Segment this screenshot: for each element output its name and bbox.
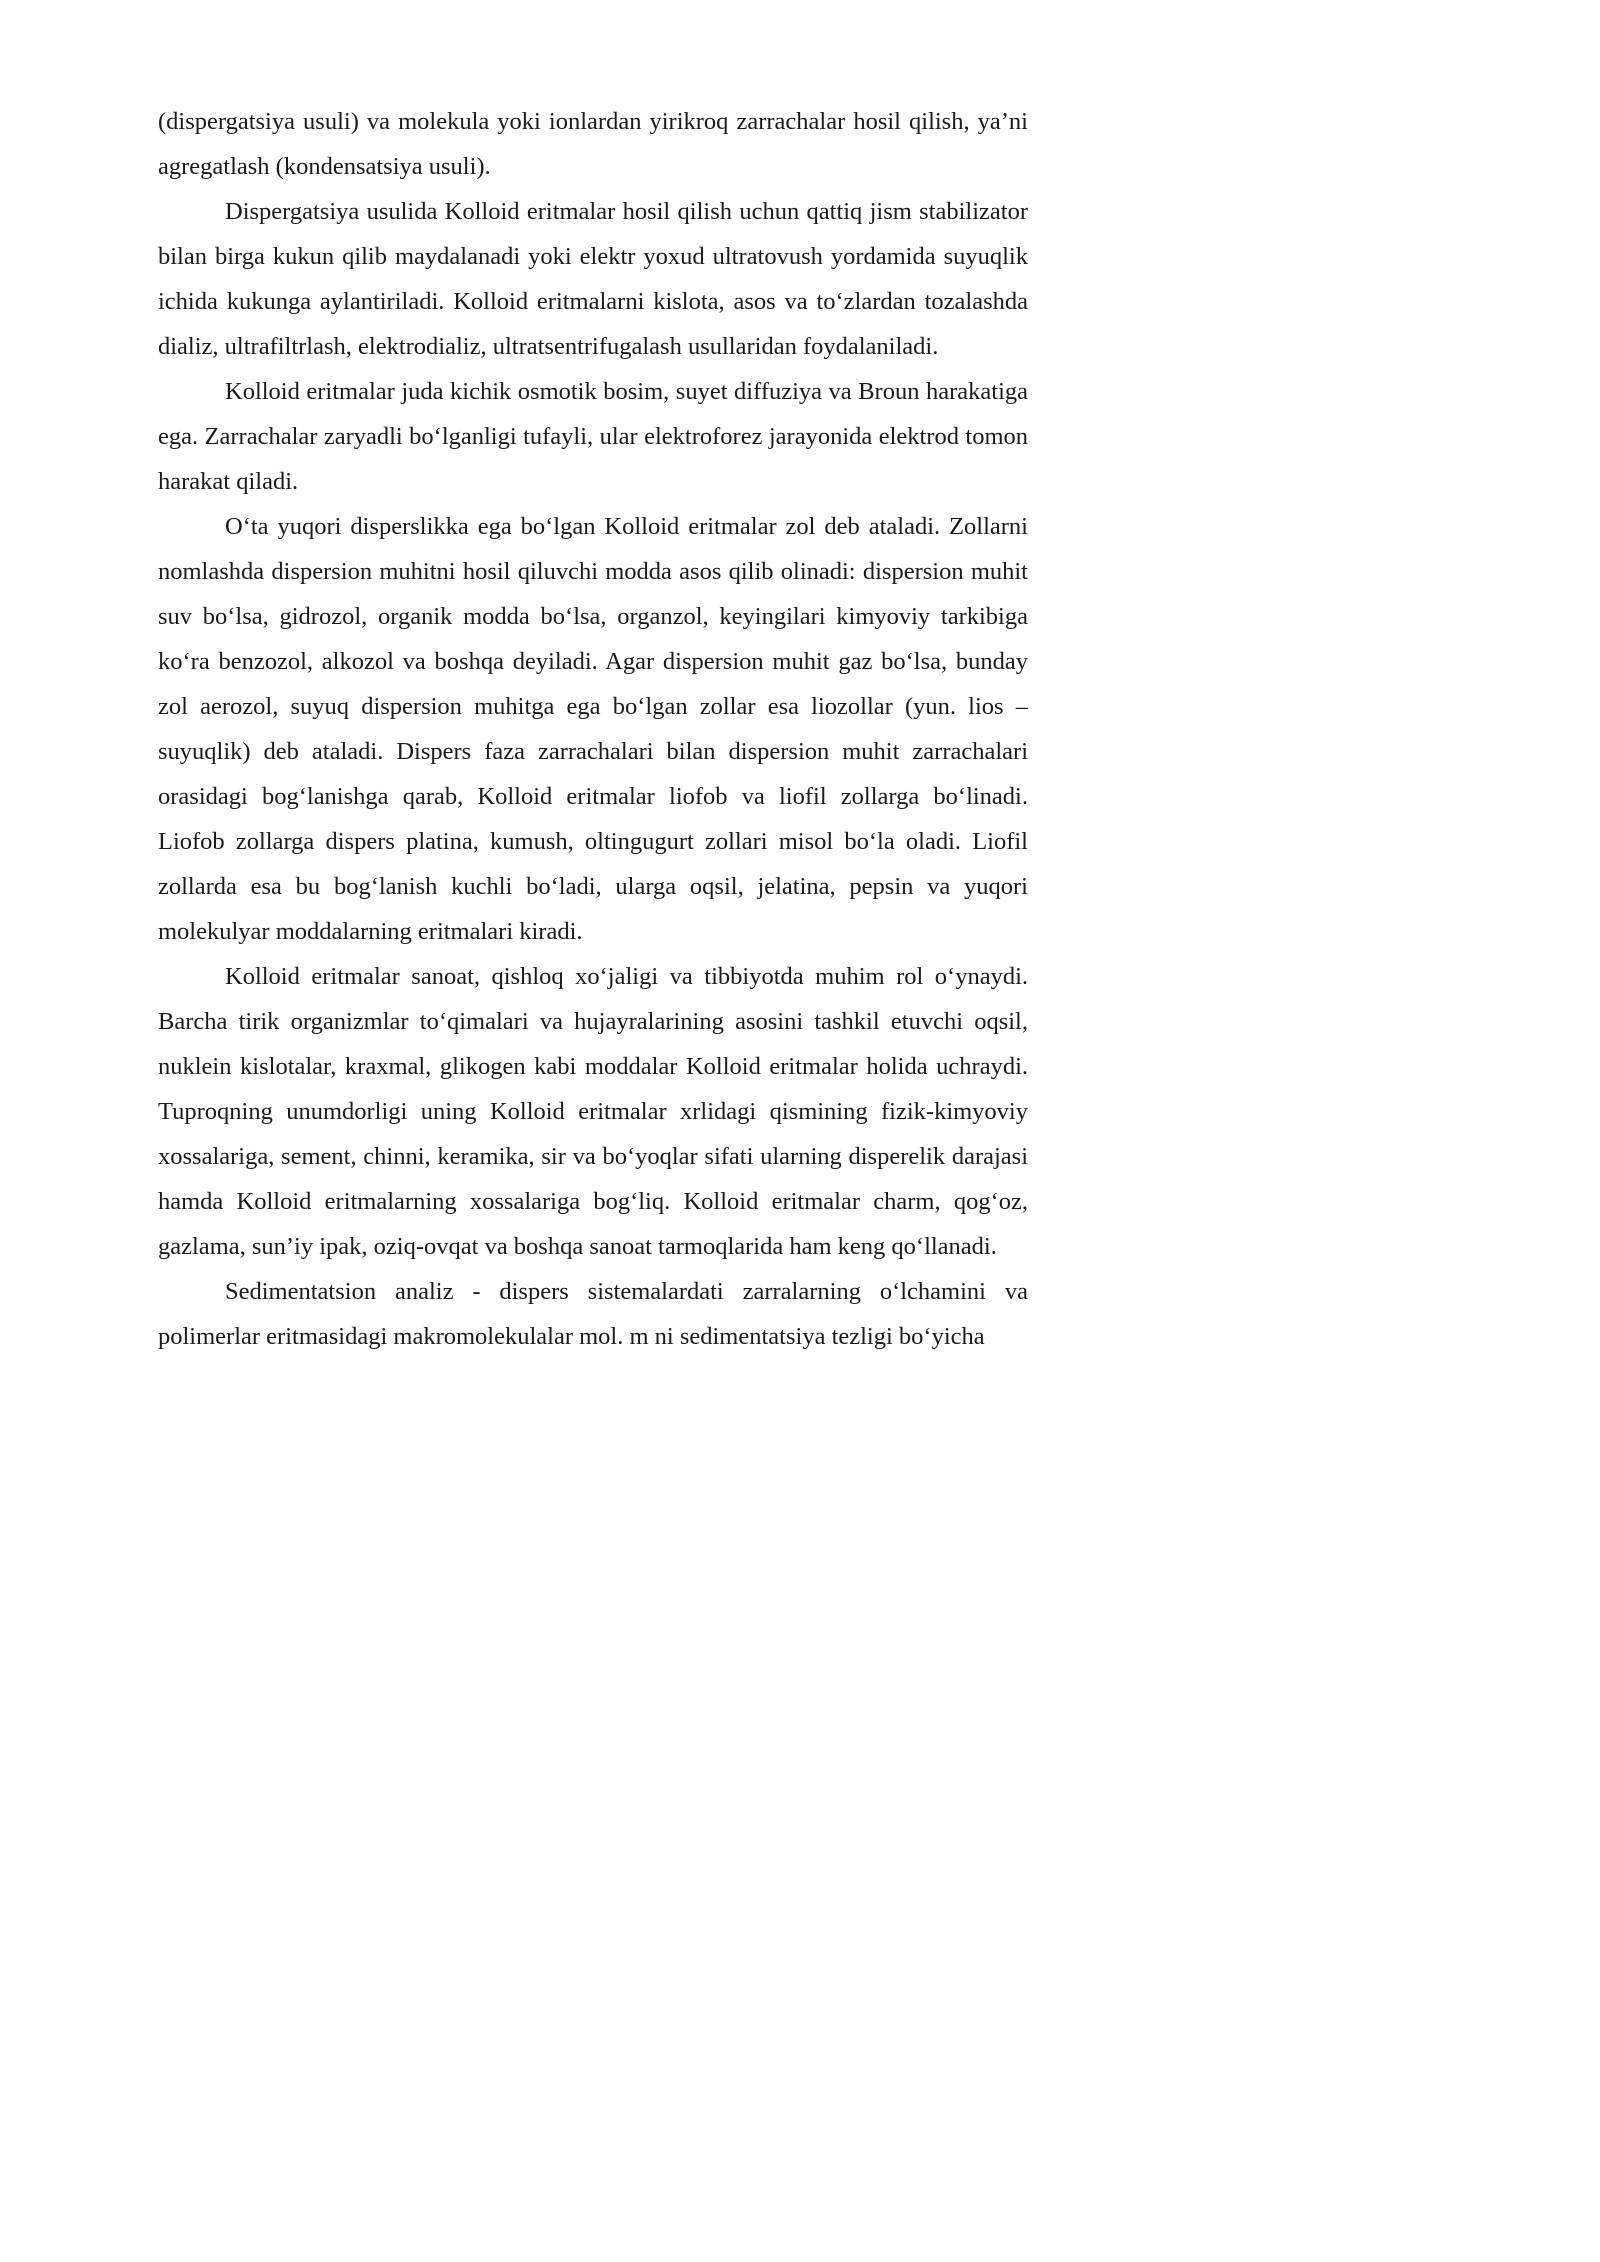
paragraph-applications: Kolloid eritmalar sanoat, qishloq xo‘jaligi va tibbiyotda muhim rol o‘ynaydi. Barcha tirik organizmlar to‘qimalari va hujayralarining asosini tashkil etuvchi oqsil, nuklein kislotalar, kraxmal, glikogen kabi moddalar Kolloid eritmalar holida uchraydi. Tuproqning unumdorligi uning Kolloid eritmalar xrlidagi qismining fizik-kimyoviy xossalariga, sement, chinni, keramika, sir va bo‘yoqlar sifati ularning disperelik darajasi hamda Kolloid eritmalarning xossalariga bog‘liq. Kolloid eritmalar charm, qog‘oz, gazlama, sun’iy ipak, oziq-ovqat va boshqa sanoat tarmoqlarida ham keng qo‘llanadi. bbox=[158, 963, 1028, 1260]
paragraph-sedimentation: Sedimentatsion analiz - dispers sistemalardati zarralarning o‘lchamini va polimerlar eritmasidagi makromolekulalar mol. m ni sedimentatsiya tezligi bo‘yicha bbox=[158, 1278, 1028, 1350]
paragraph-zol: O‘ta yuqori disperslikka ega bo‘lgan Kolloid eritmalar zol deb ataladi. Zollarni nomlashda dispersion muhitni hosil qiluvchi modda asos qilib olinadi: dispersion muhit suv bo‘lsa, gidrozol, organik modda bo‘lsa, organzol, keyingilari kimyoviy tarkibiga ko‘ra benzozol, alkozol va boshqa deyiladi. Agar dispersion muhit gaz bo‘lsa, bunday zol aerozol, suyuq dispersion muhitga ega bo‘lgan zollar esa liozollar (yun. lios – suyuqlik) deb ataladi. Dispers faza zarrachalari bilan dispersion muhit zarrachalari orasidagi bog‘lanishga qarab, Kolloid eritmalar liofob va liofil zollarga bo‘linadi. Liofob zollarga dispers platina, kumush, oltingugurt zollari misol bo‘la oladi. Liofil zollarda esa bu bog‘lanish kuchli bo‘ladi, ularga oqsil, jelatina, pepsin va yuqori molekulyar moddalarning eritmalari kiradi. bbox=[158, 513, 1028, 945]
paragraph-osmotic-pressure: Kolloid eritmalar juda kichik osmotik bosim, suyet diffuziya va Broun harakatiga ega. Zarrachalar zaryadli bo‘lganligi tufayli, ular elektroforez jarayonida elektrod tomon harakat qiladi. bbox=[158, 378, 1028, 495]
document-page bbox=[0, 0, 1100, 1556]
paragraph-continuation: (dispergatsiya usuli) va molekula yoki ionlardan yirikroq zarrachalar hosil qilish, ya’ni agregatlash (kondensatsiya usuli). bbox=[158, 108, 1028, 180]
paragraph-dispergatsiya: Dispergatsiya usulida Kolloid eritmalar hosil qilish uchun qattiq jism stabilizator bilan birga kukun qilib maydalanadi yoki elektr yoxud ultratovush yordamida suyuqlik ichida kukunga aylantiriladi. Kolloid eritmalarni kislota, asos va to‘zlardan tozalashda dializ, ultrafiltrlash, elektrodializ, ultratsentrifugalash usullaridan foydalaniladi. bbox=[158, 198, 1028, 360]
body-text bbox=[158, 99, 1028, 1359]
